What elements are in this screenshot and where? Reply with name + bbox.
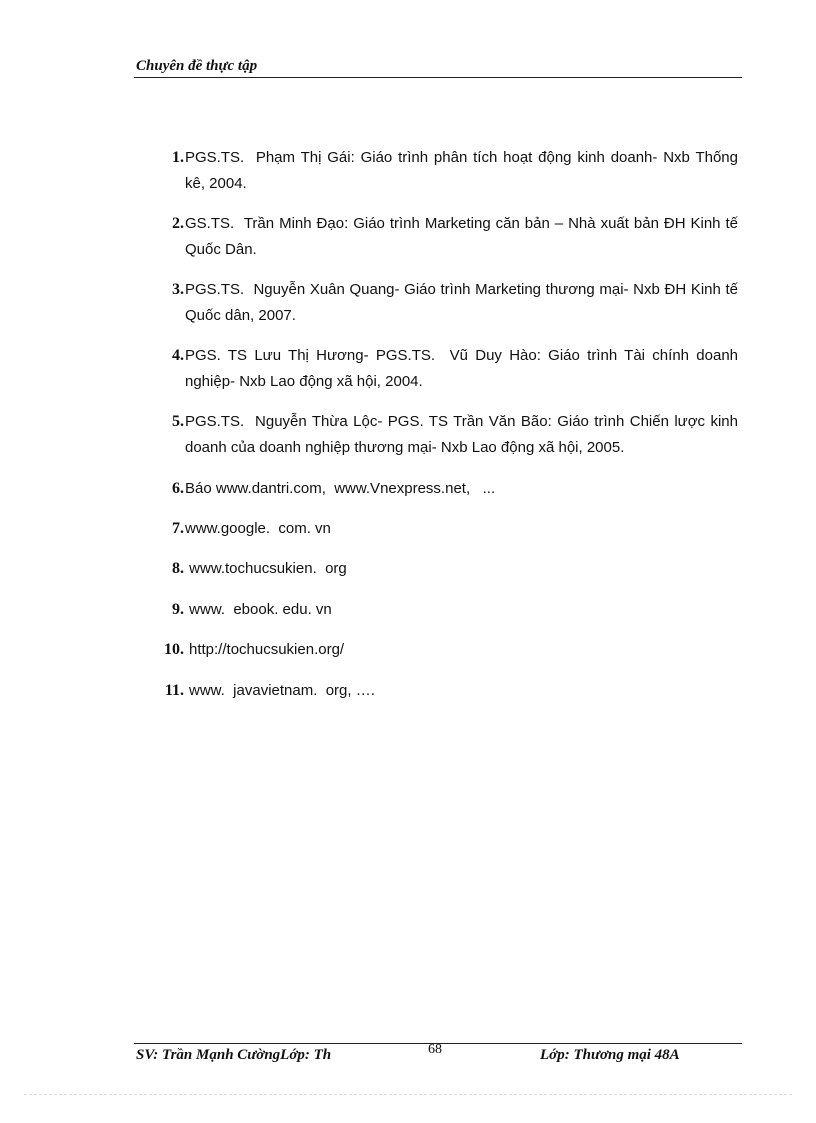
page-edge [24, 1094, 792, 1095]
reference-text: Báo www.dantri.com, www.Vnexpress.net, ... [185, 480, 496, 497]
reference-item [150, 277, 743, 329]
reference-item [150, 145, 743, 197]
footer-student: SV: Trần Mạnh CườngLớp: Th [136, 1047, 332, 1063]
reference-number: 3. [172, 281, 184, 298]
header-rule [134, 77, 742, 78]
reference-item [150, 476, 738, 502]
footer-class: Lớp: Thương mại 48A [540, 1047, 680, 1063]
reference-text: www.google. com. vn [185, 520, 331, 537]
reference-number: 1. [172, 149, 184, 166]
reference-item [150, 556, 738, 582]
reference-number: 10. [164, 641, 184, 658]
reference-number: 6. [172, 480, 184, 497]
reference-item [150, 637, 738, 663]
reference-number: 5. [172, 413, 184, 430]
reference-text: PGS. TS Lưu Thị Hương- PGS.TS. Vũ Duy Hào: Giáo trình Tài chính doanh nghiệp- Nxb Lao động xã hội, 2004. [185, 347, 743, 390]
reference-text: GS.TS. Trần Minh Đạo: Giáo trình Marketing căn bản – Nhà xuất bản ĐH Kinh tế Quốc Dân. [185, 215, 743, 258]
reference-number: 2. [172, 215, 184, 232]
reference-item [150, 597, 738, 623]
reference-text: www.tochucsukien. org [185, 560, 347, 577]
reference-text: www. ebook. edu. vn [185, 601, 332, 618]
reference-item [150, 343, 743, 395]
reference-number: 7. [172, 520, 184, 537]
reference-text: PGS.TS. Phạm Thị Gái: Giáo trình phân tích hoạt động kinh doanh- Nxb Thống kê, 2004. [185, 149, 743, 192]
reference-number: 9. [172, 601, 184, 618]
reference-item [150, 516, 738, 542]
reference-text: http://tochucsukien.org/ [189, 641, 345, 658]
reference-text: PGS.TS. Nguyễn Xuân Quang- Giáo trình Marketing thương mại- Nxb ĐH Kinh tế Quốc dân, 2007. [185, 281, 743, 324]
reference-item [150, 409, 743, 461]
reference-number: 4. [172, 347, 184, 364]
header-title: Chuyên đề thực tập [136, 58, 258, 74]
reference-item [150, 211, 743, 263]
page-number: 68 [428, 1042, 442, 1057]
reference-text: PGS.TS. Nguyễn Thừa Lộc- PGS. TS Trần Văn Bão: Giáo trình Chiến lược kinh doanh của doanh nghiệp thương mại- Nxb Lao động xã hội, 2005. [185, 413, 743, 456]
reference-number: 8. [172, 560, 184, 577]
reference-number: 11. [164, 682, 184, 699]
reference-item [150, 678, 738, 704]
reference-text: www. javavietnam. org, …. [189, 682, 375, 699]
